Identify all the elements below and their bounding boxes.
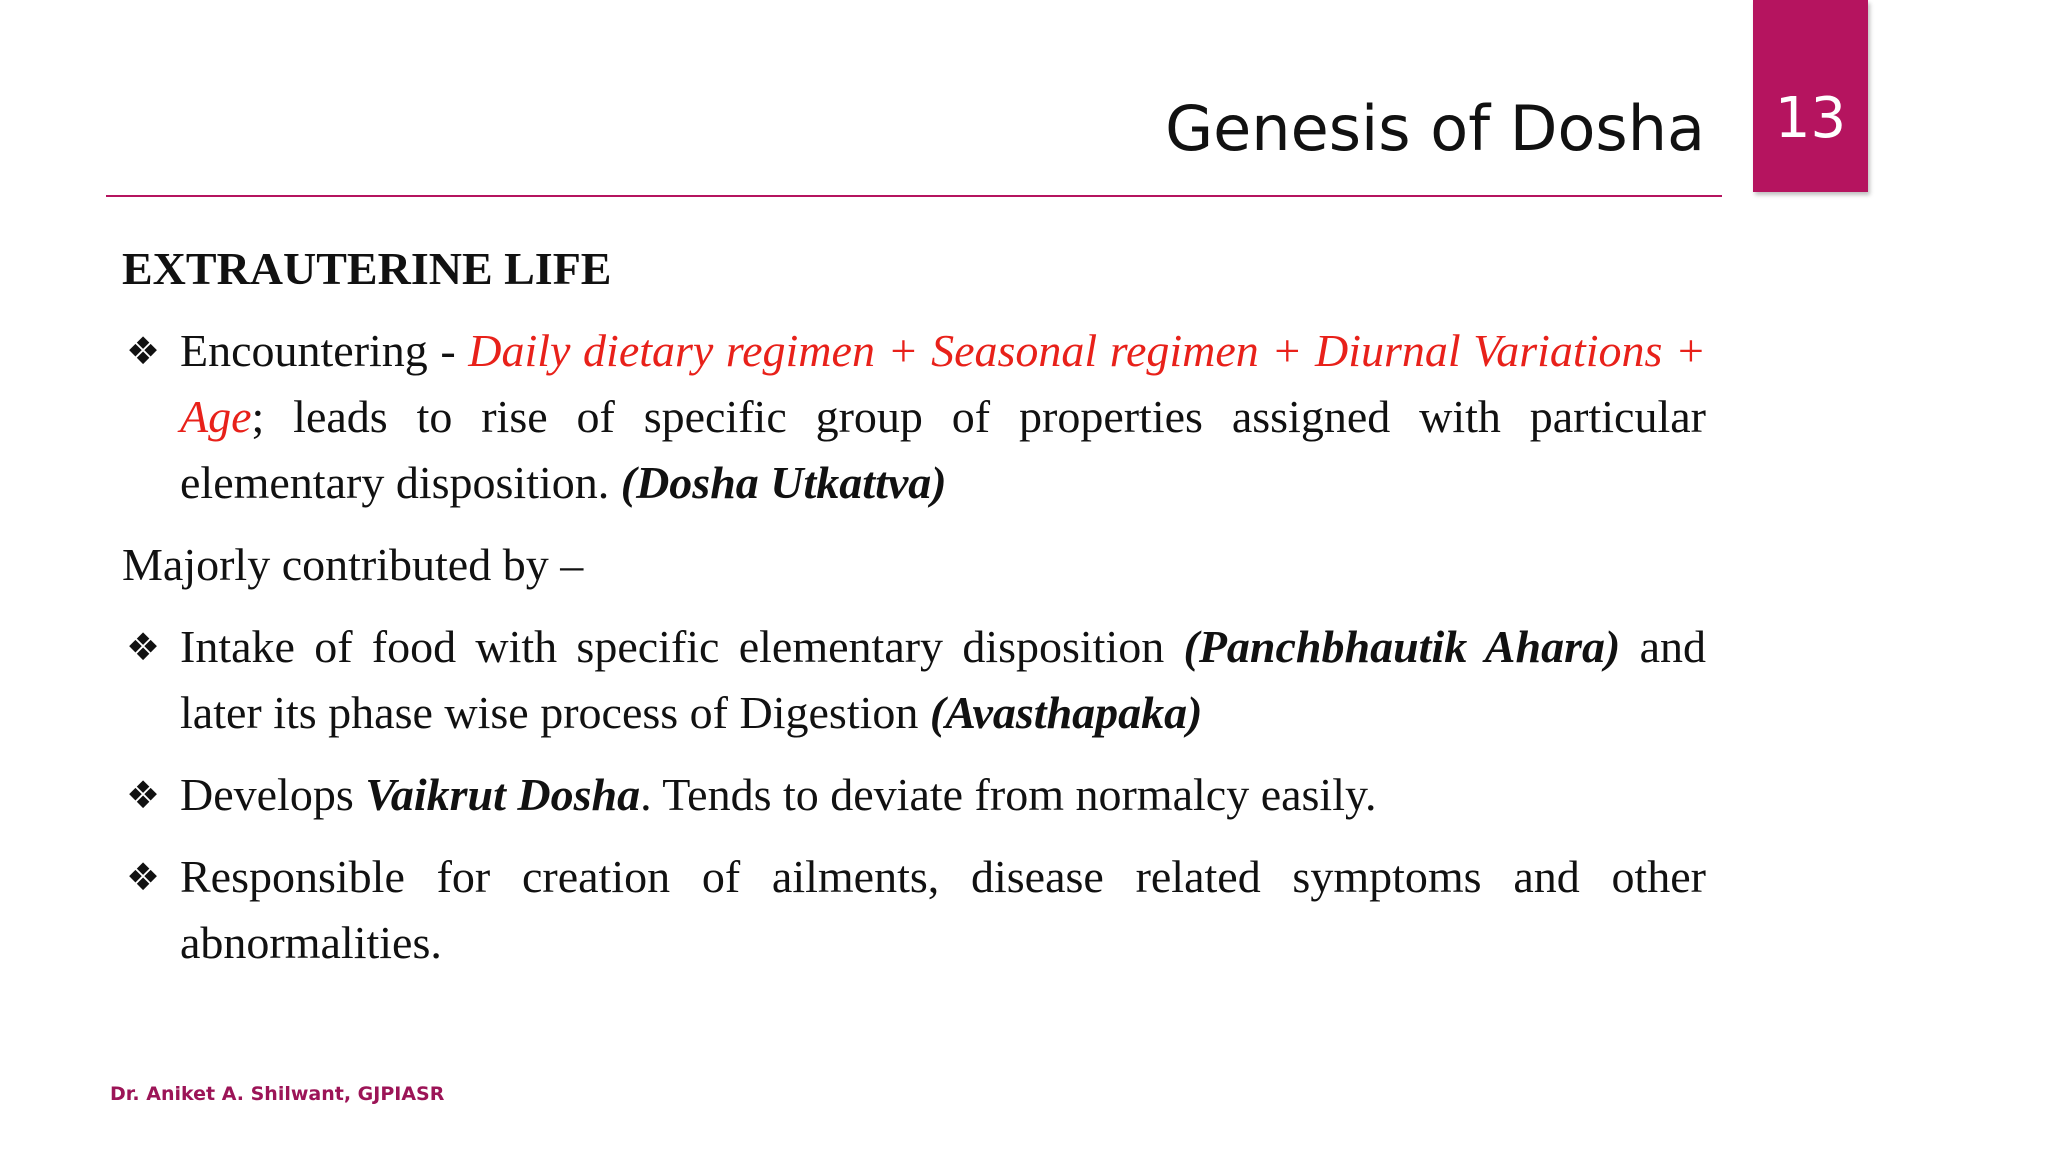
slide-title: Genesis of Dosha bbox=[1165, 92, 1705, 165]
page-number-badge bbox=[1753, 0, 1868, 192]
vaikrut-dosha-term: Vaikrut Dosha bbox=[365, 769, 641, 820]
bullet-text: Develops bbox=[180, 769, 366, 820]
bullet-lead: Encountering - bbox=[180, 325, 469, 376]
bullet-item-intake bbox=[122, 614, 1706, 746]
bullet-item-responsible bbox=[122, 844, 1706, 976]
diamond-four-bullet-icon: ❖ bbox=[126, 625, 161, 669]
title-divider bbox=[106, 195, 1722, 197]
slide-content bbox=[122, 236, 1706, 992]
bullet-text: ; leads to rise of specific group of properties assigned with particular elementary disposition. bbox=[180, 391, 1706, 508]
avasthapaka-term: (Avasthapaka) bbox=[929, 687, 1203, 738]
bullet-text: Responsible for creation of ailments, disease related symptoms and other abnormalities. bbox=[180, 851, 1706, 968]
diamond-four-bullet-icon: ❖ bbox=[126, 773, 161, 817]
diamond-four-bullet-icon: ❖ bbox=[126, 329, 161, 373]
footer-author: Dr. Aniket A. Shilwant, GJPIASR bbox=[110, 1083, 445, 1105]
diamond-four-bullet-icon: ❖ bbox=[126, 855, 161, 899]
intro-line: Majorly contributed by – bbox=[122, 539, 584, 590]
regimen-highlight: Daily dietary regimen + Seasonal regimen + Diurnal Variations + Age bbox=[180, 325, 1706, 442]
bullet-item-encountering bbox=[122, 318, 1706, 516]
bullet-item-develops bbox=[122, 762, 1706, 828]
bullet-text: . Tends to deviate from normalcy easily. bbox=[640, 769, 1377, 820]
page-number: 13 bbox=[1774, 86, 1847, 151]
bullet-text: Intake of food with specific elementary disposition bbox=[180, 621, 1184, 672]
section-heading: EXTRAUTERINE LIFE bbox=[122, 243, 612, 294]
bullet-text: and later its phase wise process of Digestion bbox=[180, 621, 1706, 738]
panchbhautik-ahara-term: (Panchbhautik Ahara) bbox=[1183, 621, 1621, 672]
dosha-utkattva-term: (Dosha Utkattva) bbox=[620, 457, 947, 508]
